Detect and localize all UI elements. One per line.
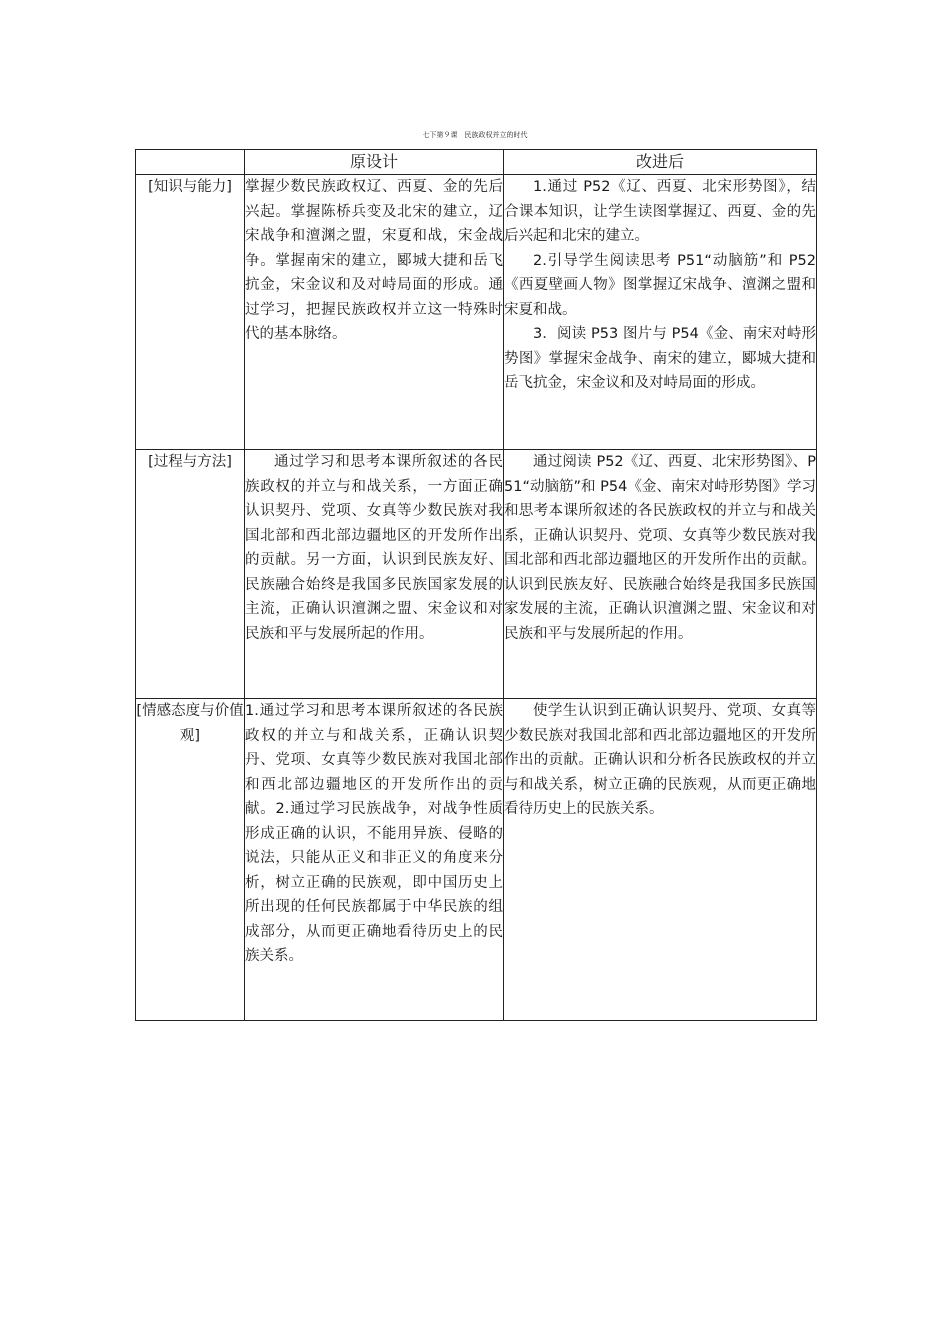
improved-text: 使学生认识到正确认识契丹、党项、女真等少数民族对我国北部和西北部边疆地区的开发所作出的贡献。正确认识和分析各民族政权的并立与和战关系，树立正确的民族观，从而更正确地看待历史上的民族关系。 [504, 703, 816, 817]
original-text: 1.通过学习和思考本课所叙述的各民族政权的并立与和战关系，正确认识契丹、党项、女真等少数民族对我国北部和西北部边疆地区的开发所作出的贡献。2.通过学习民族战争，对战争性质形成正确的认识，不能用异族、侵略的说法，只能从正义和非正义的角度来分析，树立正确的民族观，即中国历史上所出现的任何民族都属于中华民族的组成部分，从而更正确地看待历史上的民族关系。 [245, 703, 503, 964]
improved-design-emotion [504, 699, 817, 1021]
original-text: 掌握少数民族政权辽、西夏、金的先后兴起。掌握陈桥兵变及北宋的建立，辽宋战争和澶渊之盟，宋夏和战，宋金战争。掌握南宋的建立，郾城大捷和岳飞抗金，宋金议和及对峙局面的形成。通过学习，把握民族政权并立这一特殊时代的基本脉络。 [245, 179, 503, 342]
table-header-row [136, 150, 817, 175]
original-design-knowledge [245, 175, 504, 450]
column-header-blank [136, 150, 245, 175]
improved-text-item-3: 3．阅读 P53 图片与 P54《金、南宋对峙形势图》掌握宋金战争、南宋的建立，郾城大捷和岳飞抗金，宋金议和及对峙局面的形成。 [504, 326, 816, 391]
original-design-emotion [245, 699, 504, 1021]
row-label-process: [过程与方法] [136, 450, 245, 699]
original-text: 通过学习和思考本课所叙述的各民族政权的并立与和战关系，一方面正确认识契丹、党项、女真等少数民族对我国北部和西北部边疆地区的开发所作出的贡献。另一方面，认识到民族友好、民族融合始终是我国多民族国家发展的主流，正确认识澶渊之盟、宋金议和对民族和平与发展所起的作用。 [245, 454, 503, 642]
page-header-title: 七下第９课 民族政权并立的时代 [422, 131, 528, 139]
improved-design-knowledge [504, 175, 817, 450]
table-row-knowledge [136, 175, 817, 450]
column-header-improved: 改进后 [504, 150, 817, 175]
original-design-process [245, 450, 504, 699]
improved-text-item-1: 1.通过 P52《辽、西夏、北宋形势图》，结合课本知识，让学生读图掌握辽、西夏、金的先后兴起和北宋的建立。 [504, 179, 816, 244]
row-label-emotion: [情感态度与价值观] [136, 699, 245, 1021]
table-row-emotion [136, 699, 817, 1021]
improved-text-item-2: 2.引导学生阅读思考 P51“动脑筋”和 P52《西夏壁画人物》图掌握辽宋战争、澶渊之盟和宋夏和战。 [504, 252, 816, 318]
column-header-original: 原设计 [245, 150, 504, 175]
row-label-knowledge: [知识与能力] [136, 175, 245, 450]
improved-text: 通过阅读 P52《辽、西夏、北宋形势图》、P51“动脑筋”和 P54《金、南宋对峙形势图》学习和思考本课所叙述的各民族政权的并立与和战关系，正确认识契丹、党项、女真等少数民族对我国北部和西北部边疆地区的开发所作出的贡献。认识到民族友好、民族融合始终是我国多民族国家发展的主流，正确认识澶渊之盟、宋金议和对民族和平与发展所起的作用。 [504, 454, 816, 642]
improved-design-process [504, 450, 817, 699]
table-row-process [136, 450, 817, 699]
lesson-design-table [135, 149, 817, 1021]
